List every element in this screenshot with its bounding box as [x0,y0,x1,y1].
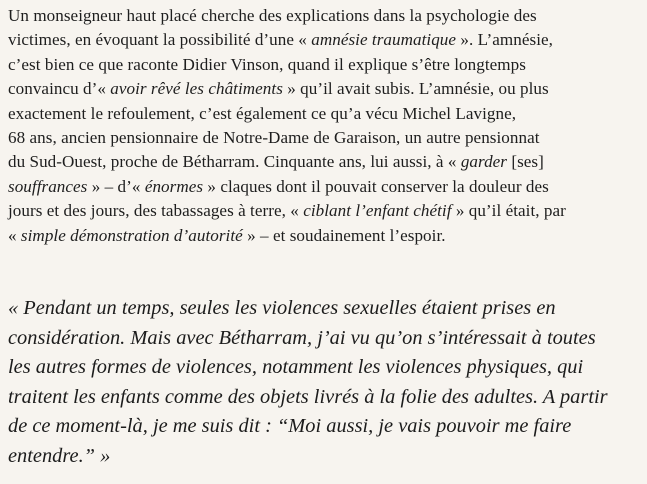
quote-line: traitent les enfants comme des objets livrés à la folie des adultes. A partir [8,385,608,408]
text-run: c’est bien ce que raconte Didier Vinson, quand il explique s’être longtemps [8,54,526,74]
quote-line: entendre.” » [8,444,111,467]
text-run: » qu’il était, par [451,201,566,221]
paragraph-line [8,77,642,101]
paragraph-line [8,150,642,174]
italic-quote-run: ciblant l’enfant chétif [303,201,452,221]
pull-quote [8,294,642,471]
text-run: du Sud-Ouest, proche de Bétharram. Cinquante ans, lui aussi, à « [8,152,461,172]
italic-quote-run: garder [460,152,508,172]
text-run: jours et des jours, des tabassages à terre, « [8,201,304,221]
text-run: ». L’amnésie, [456,30,553,50]
italic-quote-run: énormes [144,176,204,196]
text-run: « [8,225,21,245]
text-run: » claques dont il pouvait conserver la douleur des [203,176,549,196]
paragraph-line [8,28,642,52]
article-paragraph [8,4,642,248]
paragraph-line [8,4,642,28]
paragraph-line [8,224,642,248]
italic-quote-run: souffrances [8,176,88,196]
paragraph-line [8,175,642,199]
quote-line: les autres formes de violences, notamment les violences physiques, qui [8,356,584,378]
text-run: » qu’il avait subis. L’amnésie, ou plus [282,79,549,99]
text-run: » – d’« [87,176,145,196]
text-run: [ses] [507,152,544,172]
italic-quote-run: simple démonstration d’autorité [20,225,243,245]
text-run: » – et soudainement l’espoir. [242,225,446,245]
paragraph-line [8,102,642,126]
paragraph-line [8,53,642,77]
text-run: Un monseigneur haut placé cherche des explications dans la psychologie des [8,6,537,25]
paragraph-line [8,126,642,150]
text-run: victimes, en évoquant la possibilité d’une « [8,30,312,50]
quote-line: de ce moment-là, je me suis dit : “Moi aussi, je vais pouvoir me faire [8,415,572,437]
text-run: exactement le refoulement, c’est également ce qu’a vécu Michel Lavigne, [8,103,517,123]
paragraph-line [8,199,642,223]
italic-quote-run: amnésie traumatique [311,30,457,50]
text-run: 68 ans, ancien pensionnaire de Notre-Dame de Garaison, un autre pensionnat [8,128,540,148]
text-run: convaincu d’« [8,79,111,99]
italic-quote-run: avoir rêvé les châtiments [110,79,283,99]
quote-line: considération. Mais avec Bétharram, j’ai vu qu’on s’intéressait à toutes [8,326,596,349]
quote-line: « Pendant un temps, seules les violences sexuelles étaient prises en [8,297,556,319]
